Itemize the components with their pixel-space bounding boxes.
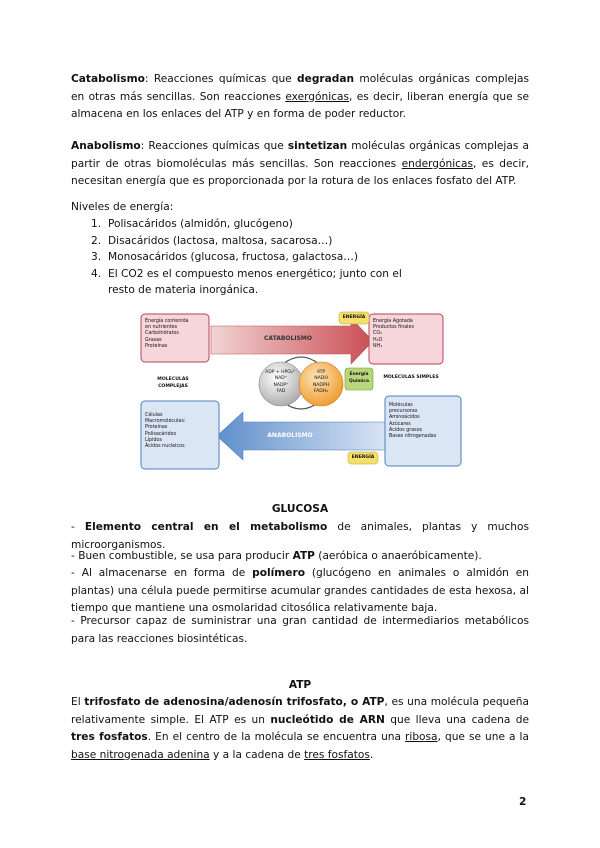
box-line: Grasas	[145, 337, 162, 343]
bottom-left-box	[141, 410, 219, 453]
bold-span: sintetizan	[287, 140, 348, 152]
text-span: -	[71, 521, 85, 533]
underline-span: tres fosfatos	[304, 748, 370, 761]
underline-span: exergónicas	[285, 90, 349, 103]
underline-span: ribosa	[405, 731, 438, 743]
box-line: Energía contenida	[145, 319, 189, 324]
energia-bottom-label: ENERGÍA	[351, 455, 375, 460]
circle-line: NADH	[314, 376, 328, 382]
circle-line: FADH₂	[313, 389, 329, 395]
catabolismo-label: CATABOLISMO	[264, 335, 312, 342]
bold-span: ATP	[292, 550, 315, 562]
box-line: Lípidos	[145, 437, 162, 443]
list-number: 4.	[91, 267, 102, 280]
box-line: Ácidos nucleicos	[145, 444, 185, 450]
list-text: Polisacáridos (almidón, glucógeno)	[108, 218, 293, 230]
anabolismo-term: Anabolismo	[71, 140, 141, 152]
list-item	[71, 266, 529, 299]
bold-span: polímero	[252, 567, 305, 579]
box-line: Macromoléculas:	[145, 419, 186, 425]
anabolismo-paragraph	[71, 138, 529, 191]
atp-paragraph	[71, 694, 529, 764]
catabolismo-term: Catabolismo	[71, 73, 145, 85]
box-line: Proteínas	[145, 425, 168, 431]
niveles-title: Niveles de energía:	[71, 201, 174, 213]
text-span: (aeróbica o anaeróbicamente).	[314, 550, 482, 562]
bold-span: trifosfato de adenosina/adenosín trifosfato, o ATP	[84, 696, 385, 708]
text-span: .	[369, 748, 374, 761]
box-line: CO₂	[373, 331, 383, 337]
text-span: , es una molécula pequeña relativamente simple. El ATP es un	[71, 696, 530, 726]
underline-span: base nitrogenada adenina	[71, 748, 210, 761]
circle-line: ADP + HPO₄²⁻	[265, 370, 297, 375]
box-line: Productos finales	[373, 325, 414, 331]
text-span: de animales, plantas y muchos microorganismos.	[71, 521, 529, 551]
page-number: 2	[519, 796, 527, 808]
text-span: - Buen combustible, se usa para producir	[71, 550, 293, 562]
orange-circle-text	[303, 370, 339, 396]
box-line: en nutrientes	[145, 325, 178, 331]
circle-line: NADP⁺	[273, 382, 289, 388]
bold-span: tres fosfatos	[71, 731, 148, 743]
list-text: El CO2 es el compuesto menos energético; junto con el resto de materia inorgánica.	[108, 267, 402, 296]
text-span: : Reacciones químicas que	[140, 140, 288, 152]
box-line: Carbohidratos	[145, 331, 179, 337]
list-item	[71, 216, 529, 233]
energia-quimica-label: Energía Química	[348, 372, 369, 384]
glucosa-point-4: - Precursor capaz de suministrar una gran cantidad de intermediarios metabólicos para las reacciones biosintéticas.	[71, 615, 529, 645]
box-line: Aminoácidos	[389, 415, 420, 421]
text-span: . En el centro de la molécula se encuentra una	[147, 731, 406, 743]
list-number: 2.	[91, 234, 102, 247]
text-span: moléculas orgánicas complejas en otras más sencillas. Son reacciones	[71, 73, 529, 103]
box-line: precursoras	[389, 409, 418, 415]
box-line: Azúcares	[389, 421, 411, 427]
bold-span: Elemento central en el metabolismo	[84, 521, 328, 533]
top-left-box	[141, 316, 209, 353]
cycle-arrow-top	[283, 357, 319, 364]
box-line: Moléculas	[389, 403, 413, 408]
bottom-right-box	[385, 400, 461, 443]
box-line: H₂O	[373, 337, 383, 343]
bold-span: nucleótido de ARN	[270, 713, 385, 726]
glucosa-heading: GLUCOSA	[271, 503, 329, 515]
list-item	[71, 233, 529, 250]
underline-span: endergónicas	[401, 157, 473, 170]
list-number: 3.	[91, 251, 102, 263]
text-span: (glucógeno en animales o almidón en plantas) una célula puede permitirse acumular grandes cantidades de esta hexosa, al tiempo que mantiene una osmolaridad citosólica relativamente baja.	[71, 567, 529, 614]
circle-line: ATP	[316, 370, 326, 375]
list-item	[71, 249, 529, 266]
top-right-box	[369, 316, 443, 353]
box-line: Ácidos grasos	[389, 427, 423, 433]
circle-line: NAD⁺	[274, 376, 288, 382]
box-line: Bases nitrogenadas	[389, 434, 437, 440]
text-span: - Al almacenarse en forma de	[71, 567, 253, 579]
energia-top-label: ENERGÍA	[342, 315, 366, 320]
text-span: que lleva una cadena de	[384, 713, 529, 726]
bold-span: degradan	[297, 73, 355, 85]
metabolism-diagram	[133, 306, 467, 482]
glucosa-point-3	[71, 565, 529, 618]
text-span: , que se une a la	[437, 731, 529, 743]
box-line: NH₃	[373, 343, 383, 349]
text-span: : Reacciones químicas que	[144, 73, 298, 85]
circle-line: FAD	[276, 389, 286, 395]
atp-heading: ATP	[288, 679, 312, 691]
text-span: , es decir, liberan energía que se almacena en los enlaces del ATP y en forma de poder reductor.	[71, 90, 529, 120]
moleculas-simples-label: MOLECULAS SIMPLES	[383, 375, 439, 380]
niveles-list	[71, 216, 529, 299]
text-span: y a la cadena de	[209, 748, 305, 761]
text-span: moléculas orgánicas complejas a partir de otras biomoléculas más sencillas. Son reacciones	[71, 140, 529, 170]
list-text: Monosacáridos (glucosa, fructosa, galactosa…)	[108, 251, 358, 263]
box-line: Células	[145, 413, 163, 418]
box-line: Proteínas	[145, 343, 168, 349]
moleculas-complejas-label: MOLECULAS COMPLEJAS	[157, 377, 189, 389]
glucosa-point-2	[71, 548, 529, 566]
catabolismo-paragraph	[71, 71, 529, 124]
list-text: Disacáridos (lactosa, maltosa, sacarosa…)	[108, 234, 333, 247]
text-span: El	[71, 696, 85, 708]
box-line: Polisacáridos	[145, 431, 177, 437]
text-span: , es decir, necesitan energía que es proporcionada por la rotura de los enlaces fosfato del ATP.	[71, 157, 530, 187]
circle-line: NADPH	[312, 382, 330, 388]
anabolismo-label: ANABOLISMO	[267, 432, 313, 439]
box-line: Energía Agotada	[373, 319, 413, 324]
list-number: 1.	[91, 218, 102, 230]
grey-circle-text	[261, 370, 301, 396]
